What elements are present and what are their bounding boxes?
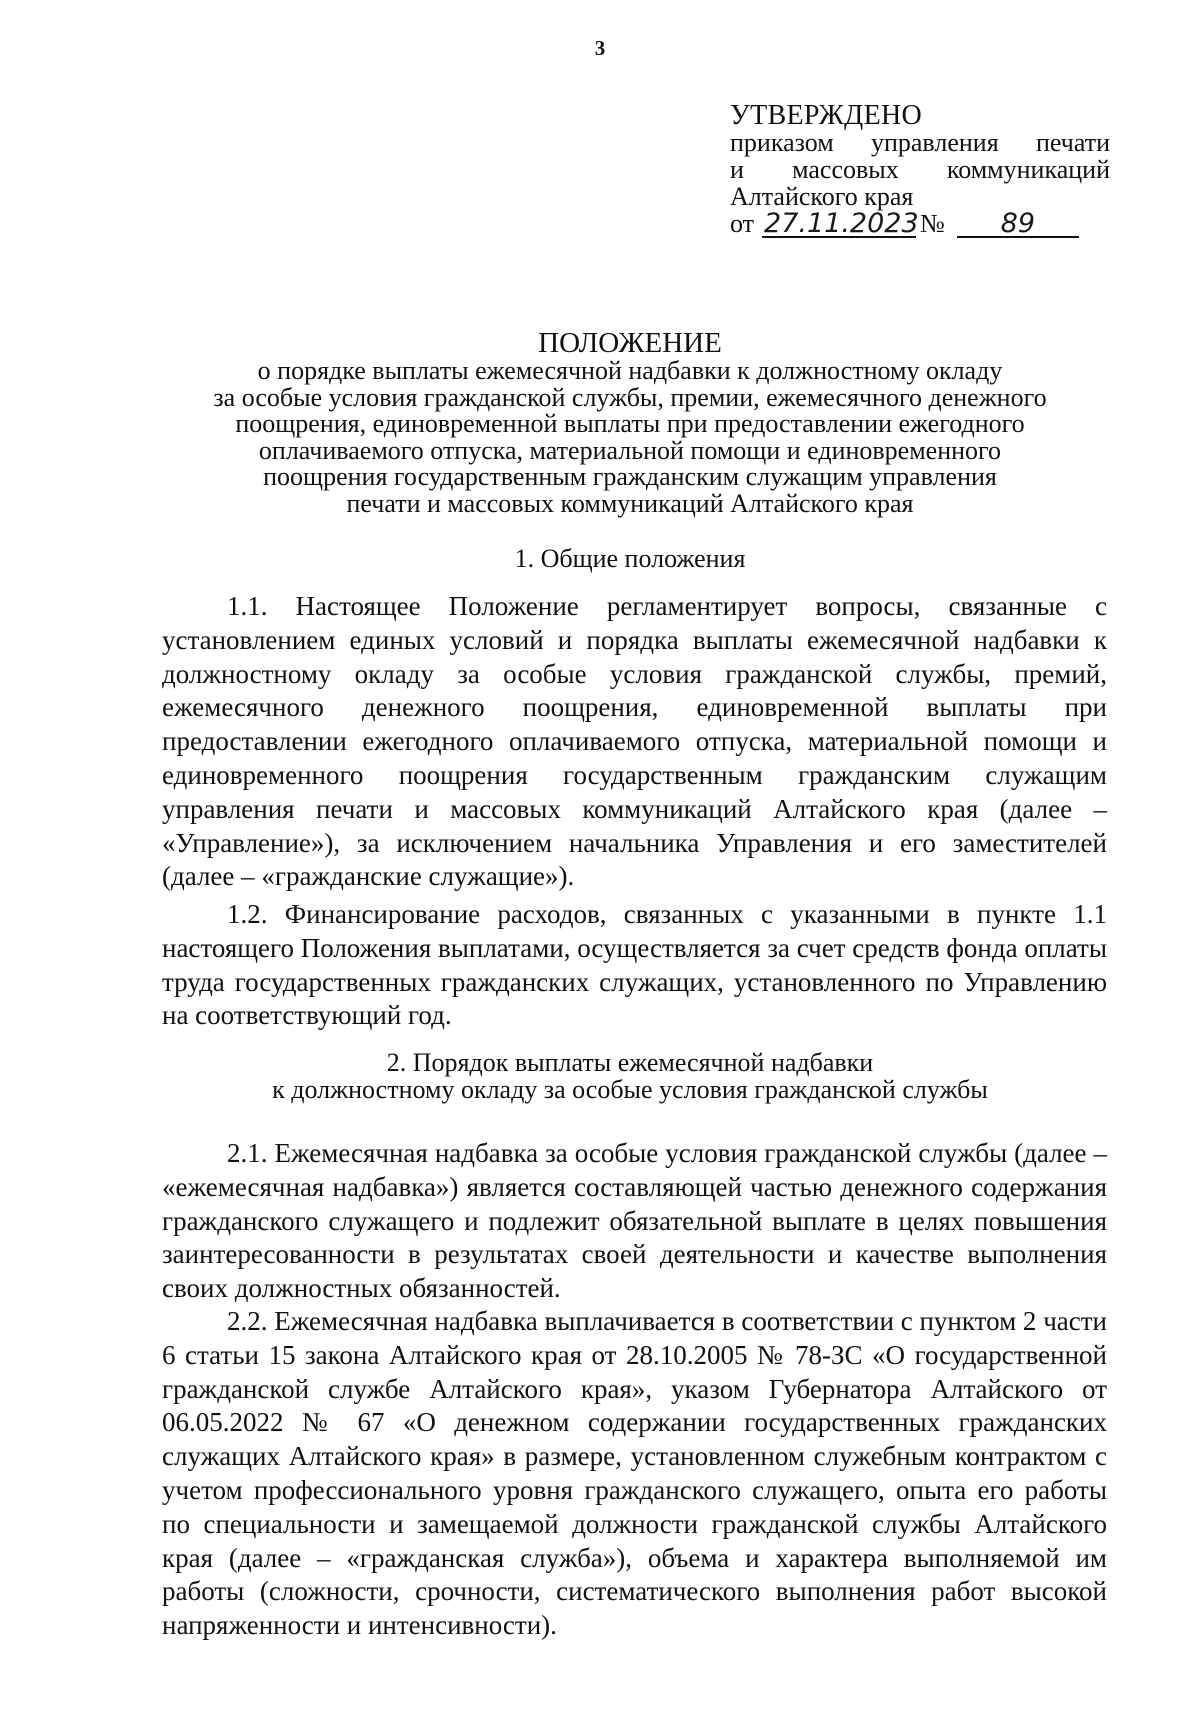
title-line: печати и массовых коммуникаций Алтайского края [346,488,914,518]
approval-line-1: приказом управления печати [730,128,1110,157]
approved-label: УТВЕРЖДЕНО [730,100,923,131]
paragraph-1-2: 1.2. Финансирование расходов, связанных с указанными в пункте 1.1 настоящего Положения выплатами, осуществляется за счет средств фонда оплаты труда государственных гражданских служащих, установленного по Управлению на соответствующий год. [162,899,1107,1031]
approval-line-3: Алтайского края [730,182,914,211]
title-line: оплачиваемого отпуска, материальной помощи и единовременного [258,435,1002,465]
title-line: поощрения государственным гражданским служащим управления [263,462,997,491]
title-line: о порядке выплаты ежемесячной надбавки к должностному окладу [257,356,1003,385]
approval-stamp [730,102,1110,238]
document-title: ПОЛОЖЕНИЕ [538,327,722,359]
approval-line-2: и массовых коммуникаций [730,155,1110,184]
title-line: поощрения, единовременной выплаты при предоставлении ежегодного [235,409,1025,438]
paragraph-2-2: 2.2. Ежемесячная надбавка выплачивается в соответствии с пунктом 2 части 6 статьи 15 закона Алтайского края от 28.10.2005 № 78-ЗС «О государственной гражданской службе Алтайского края», указом Губернатора Алтайского от 06.05.2022 № 67 «О денежном содержании государственных гражданских служащих Алтайского края» в размере, установленном служебным контрактом с учетом профессионального уровня гражданского служащего, опыта его работы по специальности и замещаемой должности гражданской службы Алтайского края (далее – «гражданская служба»), объема и характера выполняемой им работы (сложности, срочности, систематического выполнения работ высокой напряженности и интенсивности). [162,1306,1107,1641]
section-2-heading [150,1049,1110,1103]
section-1-heading: 1. Общие положения [514,544,746,573]
section-2-heading-line-1: 2. Порядок выплаты ежемесячной надбавки [386,1048,874,1077]
number-sign: № [920,209,945,238]
handwritten-number: 89 [957,212,1079,238]
handwritten-date: 27.11.2023 [764,208,919,239]
document-title-block [150,328,1110,517]
paragraph-1-1: 1.1. Настоящее Положение регламентирует вопросы, связанные с установлением единых условий и порядка выплаты ежемесячной надбавки к должностному окладу за особые условия гражданской службы, премий, ежемесячного денежного поощрения, единовременной выплаты при предоставлении ежегодного оплачиваемого отпуска, материальной помощи и единовременного поощрения государственным гражданским служащим управления печати и массовых коммуникаций Алтайского края (далее – «Управление»), за исключением начальника Управления и его заместителей (далее – «гражданские служащие»). [162,591,1107,892]
section-2-heading-line-2: к должностному окладу за особые условия гражданской службы [272,1075,988,1104]
date-prefix: от [730,209,755,238]
approval-date-line [730,210,1110,238]
paragraph-2-1: 2.1. Ежемесячная надбавка за особые условия гражданской службы (далее – «ежемесячная надбавка») является составляющей частью денежного содержания гражданского служащего и подлежит обязательной выплате в целях повышения заинтересованности в результатах своей деятельности и качестве выполнения своих должностных обязанностей. [162,1138,1107,1304]
title-line: за особые условия гражданской службы, премии, ежемесячного денежного [213,382,1047,412]
page-number: 3 [594,36,606,60]
